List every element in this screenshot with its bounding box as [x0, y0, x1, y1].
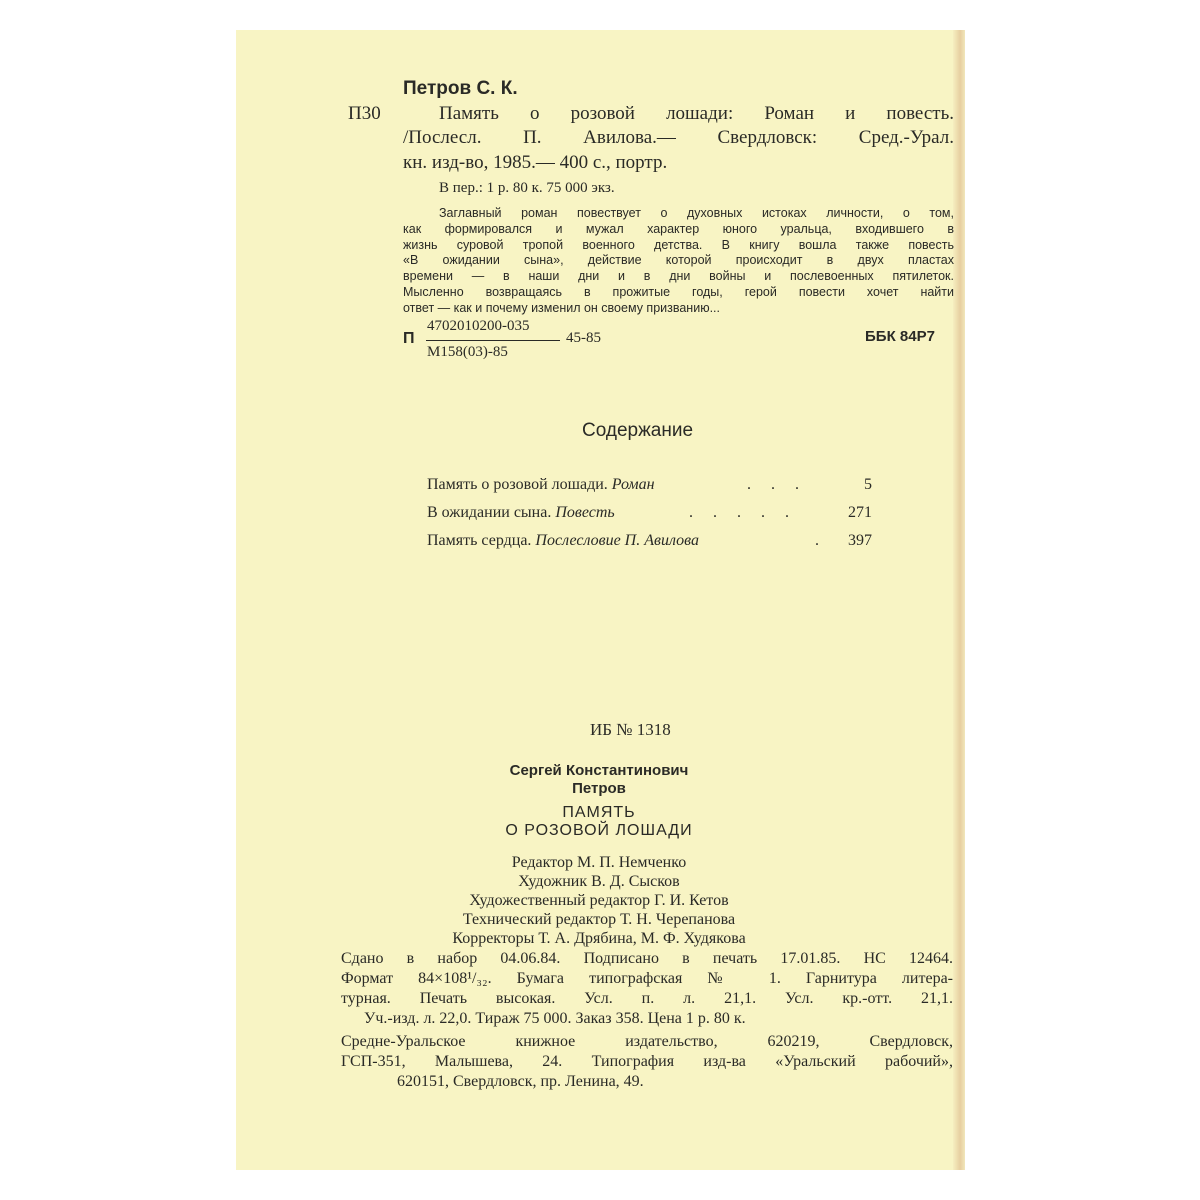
- colophon-title-line: ПАМЯТЬ: [562, 804, 636, 821]
- imprint-line: Сдано в набор 04.06.84. Подписано в печать 17.01.85. НС 12464.: [341, 950, 953, 967]
- bib-afterword-line: /Послесл. П. Авилова.— Свердловск: Сред.-Урал.: [403, 127, 954, 148]
- abstract-line: Мысленно возвращаясь в прожитые годы, герой повести хочет найти: [403, 284, 954, 299]
- index-numerator: 4702010200-035: [427, 318, 530, 334]
- staff-line: Редактор М. П. Немченко: [511, 854, 687, 871]
- staff-line: Художник В. Д. Сысков: [518, 873, 680, 890]
- bib-publisher-line: кн. изд-во, 1985.— 400 с., портр.: [403, 152, 668, 173]
- toc-entry-title: В ожидании сына.: [427, 504, 552, 521]
- page-edge: [953, 30, 965, 1170]
- index-denominator: М158(03)-85: [427, 344, 508, 360]
- toc-leader: . . . . .: [689, 504, 797, 521]
- toc-entry-genre: Роман: [611, 476, 655, 493]
- contents-title: Содержание: [582, 420, 694, 441]
- toc-entry: [427, 476, 872, 498]
- bib-abstract: [403, 206, 954, 317]
- toc-entry-title: Память сердца.: [427, 532, 532, 549]
- abstract-line: ответ — как и почему изменил он своему призванию...: [403, 300, 720, 315]
- imprint-block: [341, 949, 953, 1029]
- toc-entry-genre: Послесловие П. Авилова: [535, 532, 699, 549]
- colophon-author-last: Петров: [572, 780, 626, 797]
- toc-entry: [427, 532, 872, 554]
- toc-leader: .: [815, 532, 827, 549]
- toc-entry-genre: Повесть: [555, 504, 615, 521]
- bib-price: В пер.: 1 р. 80 к. 75 000 экз.: [439, 180, 615, 196]
- abstract-line: жизнь суровой тропой военного детства. В книгу вошла также повесть: [403, 237, 954, 252]
- publisher-line: 620151, Свердловск, пр. Ленина, 49.: [397, 1073, 644, 1090]
- bib-title-line: Память о розовой лошади: Роман и повесть.: [439, 103, 954, 124]
- bbk-code: ББК 84Р7: [865, 328, 935, 345]
- publisher-line: ГСП-351, Малышева, 24. Типография изд-ва «Уральский рабочий»,: [341, 1053, 953, 1070]
- colophon-author-first: Сергей Константинович: [509, 762, 689, 779]
- imprint-line: Уч.-изд. л. 22,0. Тираж 75 000. Заказ 358. Цена 1 р. 80 к.: [364, 1010, 746, 1027]
- publisher-block: [341, 1032, 953, 1092]
- index-side: 45-85: [566, 330, 601, 346]
- toc-entry-title: Память о розовой лошади.: [427, 476, 608, 493]
- index-fraction-line: [426, 340, 560, 341]
- staff-line: Технический редактор Т. Н. Черепанова: [462, 911, 736, 928]
- imprint-line: Формат 84×108¹/₃₂. Бумага типографская № 1. Гарнитура литера-: [341, 970, 953, 987]
- toc-entry: [427, 504, 872, 526]
- toc-page: 271: [848, 504, 872, 521]
- abstract-line: Заглавный роман повествует о духовных истоках личности, о том,: [439, 206, 954, 220]
- bib-author: Петров С. К.: [403, 78, 518, 99]
- index-letter: П: [403, 330, 415, 347]
- bib-classification-code: П30: [348, 103, 381, 124]
- toc-page: 5: [864, 476, 872, 493]
- publisher-line: Средне-Уральское книжное издательство, 620219, Свердловск,: [341, 1033, 953, 1050]
- toc-page: 397: [848, 532, 872, 549]
- abstract-line: «В ожидании сына», действие которой происходит в двух пластах: [403, 253, 954, 268]
- staff-line: Корректоры Т. А. Дрябина, М. Ф. Худякова: [452, 930, 746, 947]
- abstract-line: как формировался и мужал характер юного уральца, входившего в: [403, 221, 954, 236]
- ib-number: ИБ № 1318: [590, 720, 671, 739]
- imprint-line: турная. Печать высокая. Усл. п. л. 21,1. Усл. кр.-отт. 21,1.: [341, 990, 953, 1007]
- toc-leader: . . .: [747, 476, 807, 493]
- staff-line: Художественный редактор Г. И. Кетов: [469, 892, 729, 909]
- abstract-line: времени — в наши дни и в дни войны и послевоенных пятилеток.: [403, 269, 954, 284]
- colophon-title-line: О РОЗОВОЙ ЛОШАДИ: [505, 822, 693, 839]
